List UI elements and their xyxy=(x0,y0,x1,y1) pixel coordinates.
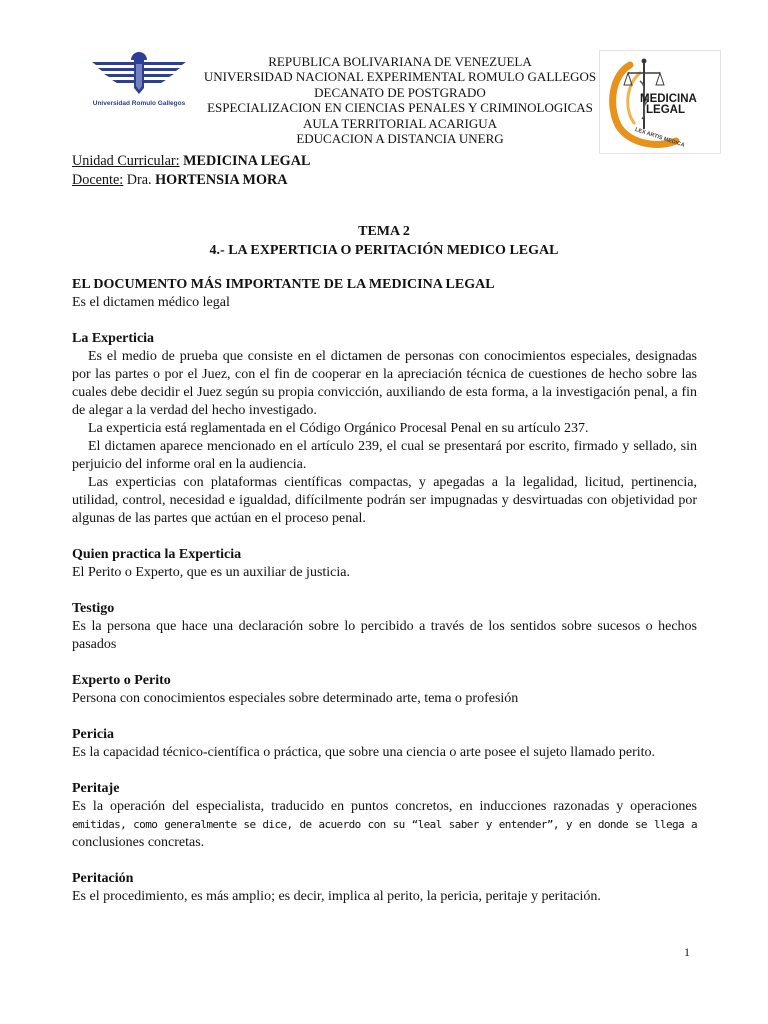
course-unit-value: MEDICINA LEGAL xyxy=(183,153,311,169)
topic-number: TEMA 2 xyxy=(358,224,410,239)
header-line: EDUCACION A DISTANCIA UNERG xyxy=(296,131,504,147)
section-testigo xyxy=(72,600,697,654)
section-text: conclusiones concretas. xyxy=(72,835,205,850)
section-heading: Testigo xyxy=(72,601,115,616)
section-heading: Experto o Perito xyxy=(72,673,171,688)
section-text: Es la persona que hace una declaración sobre lo percibido a través de los sentidos sobre sucesos o hechos pasados xyxy=(72,619,697,652)
university-logo xyxy=(84,48,194,114)
topic-title: 4.- LA EXPERTICIA O PERITACIÓN MEDICO LEGAL xyxy=(209,243,559,258)
section-heading: La Experticia xyxy=(72,331,155,346)
header-line: ESPECIALIZACION EN CIENCIAS PENALES Y CRIMINOLOGICAS xyxy=(207,100,593,116)
paragraph: Las experticias con plataformas científicas compactas, y apegadas a la legalidad, licitud, pertinencia, utilidad, control, necesidad e igualdad, difícilmente podrán ser impugnadas y desvirtuadas con objetividad por algunas de las partes que actúan en el proceso penal. xyxy=(72,475,697,526)
university-logo-caption: Universidad Romulo Gallegos xyxy=(92,100,186,107)
section-text: Es la capacidad técnico-científica o práctica, que sobre una ciencia o arte posee el sujeto llamado perito. xyxy=(72,745,656,760)
page-number: 1 xyxy=(684,945,690,959)
section-heading: Peritaje xyxy=(72,781,120,796)
section-experticia xyxy=(72,330,697,528)
section-text: Es la operación del especialista, traducido en puntos concretos, en inducciones razonadas y operaciones xyxy=(72,799,697,814)
document-body xyxy=(72,276,697,906)
section-quien-practica xyxy=(72,546,697,582)
section-heading: EL DOCUMENTO MÁS IMPORTANTE DE LA MEDICINA LEGAL xyxy=(72,277,495,292)
section-text-mono xyxy=(72,816,697,834)
section-text: Persona con conocimientos especiales sobre determinado arte, tema o profesión xyxy=(72,691,519,706)
institution-header xyxy=(200,54,600,146)
section-text: Es el procedimiento, es más amplio; es decir, implica al perito, la pericia, peritaje y peritación. xyxy=(72,889,601,904)
topic-heading xyxy=(72,222,696,260)
section-peritacion xyxy=(72,870,697,906)
section-pericia xyxy=(72,726,697,762)
course-teacher-line xyxy=(72,171,310,190)
section-heading: Peritación xyxy=(72,871,134,886)
header-line: DECANATO DE POSTGRADO xyxy=(314,84,486,100)
medicina-legal-logo xyxy=(599,50,721,154)
header-line: UNIVERSIDAD NACIONAL EXPERIMENTAL ROMULO GALLEGOS xyxy=(203,69,597,85)
logo-title-line: MEDICINA xyxy=(640,93,697,105)
section-heading: Quien practica la Experticia xyxy=(72,547,242,562)
section-heading: Pericia xyxy=(72,727,114,742)
section-documento xyxy=(72,276,697,312)
paragraph: El dictamen aparece mencionado en el artículo 239, el cual se presentará por escrito, firmado y sellado, sin perjuicio del informe oral en la audiencia. xyxy=(72,439,697,472)
course-info xyxy=(72,152,310,190)
header-line: REPUBLICA BOLIVARIANA DE VENEZUELA xyxy=(268,54,532,69)
paragraph: Es el medio de prueba que consiste en el dictamen de personas con conocimientos especiales, designadas por las partes o por el Juez, con el fin de cooperar en la apreciación técnica de cuestiones de hecho sobre las cuales debe decidir el Juez según su propia convicción, auxiliando de esta forma, a la investigación penal, a fin de alegar a la verdad del hecho investigado. xyxy=(72,349,697,418)
course-unit-line xyxy=(72,152,310,171)
section-text: El Perito o Experto, que es un auxiliar de justicia. xyxy=(72,565,350,580)
header-line: AULA TERRITORIAL ACARIGUA xyxy=(302,115,498,131)
teacher-prefix: Dra. xyxy=(126,172,152,188)
teacher-label: Docente: xyxy=(72,172,124,188)
course-unit-label: Unidad Curricular: xyxy=(72,153,180,169)
logo-title xyxy=(640,94,716,116)
logo-title-line: LEGAL xyxy=(646,104,685,116)
mono-text-run: emitidas, como generalmente se dice, de acuerdo con su “leal saber y entender”, y en donde se llega a xyxy=(72,818,697,831)
winged-emblem-icon xyxy=(84,48,194,98)
section-text: Es el dictamen médico legal xyxy=(72,295,230,310)
section-peritaje xyxy=(72,780,697,852)
section-experto xyxy=(72,672,697,708)
teacher-name: HORTENSIA MORA xyxy=(155,172,288,188)
paragraph: La experticia está reglamentada en el Código Orgánico Procesal Penal en su artículo 237. xyxy=(88,421,589,436)
logo-subtitle: LEX ARTIS MEDICA xyxy=(634,127,686,149)
